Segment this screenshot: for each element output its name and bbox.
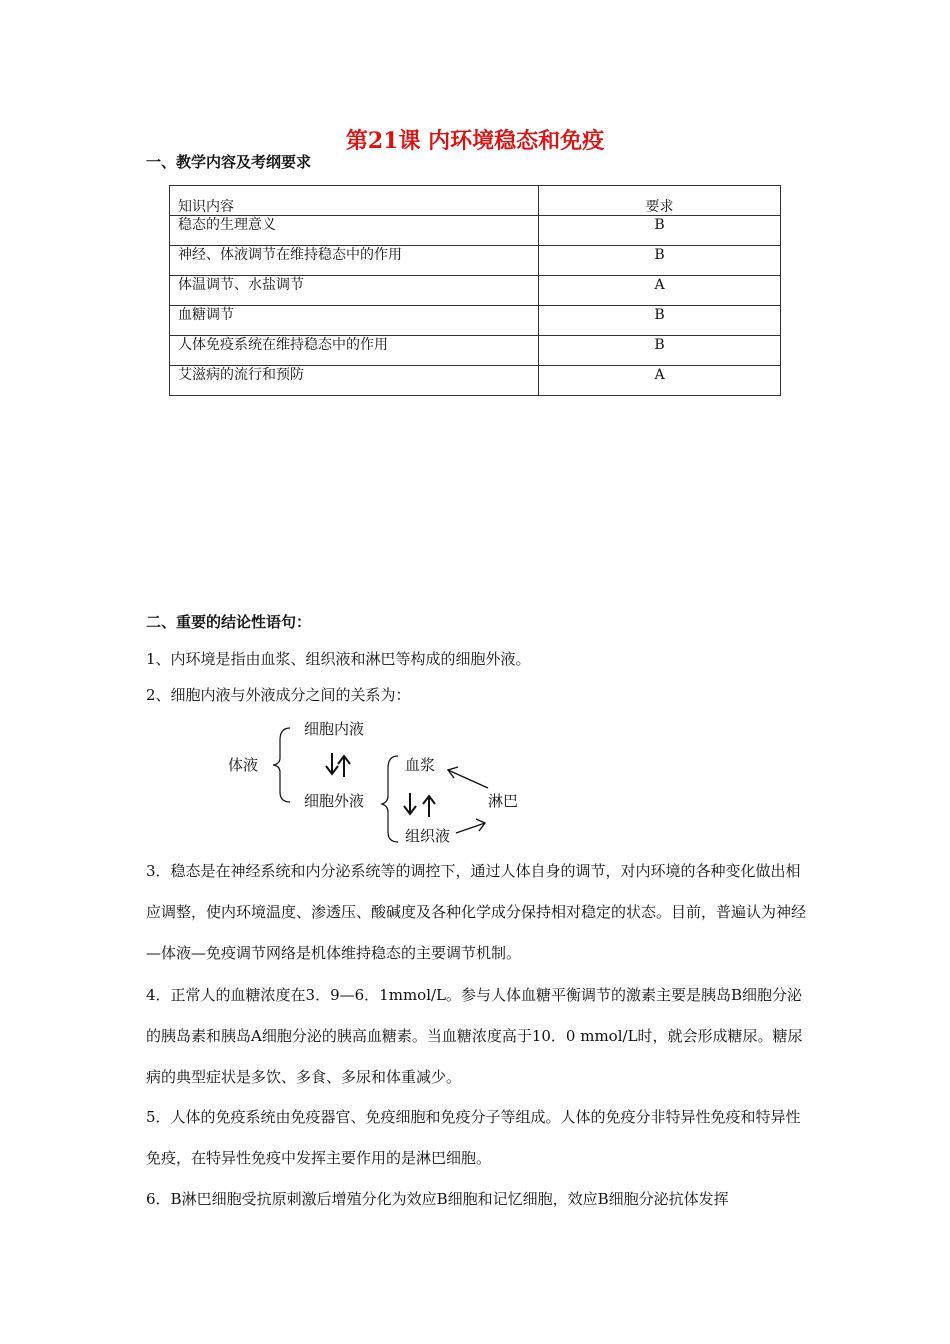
statement-3: 3．稳态是在神经系统和内分泌系统等的调控下，通过人体自身的调节，对内环境的各种变化做出相应调整，使内环境温度、渗透压、酸碱度及各种化学成分保持相对稳定的状态。目前，普遍认为神经—体液—免疫调节网络是机体维持稳态的主要调节机制。 <box>146 862 807 962</box>
arrow-up-icon <box>423 796 435 817</box>
section-heading-syllabus: 一、教学内容及考纲要求 <box>146 153 312 171</box>
table-header-row <box>170 186 781 216</box>
arrow-down-icon <box>404 793 416 814</box>
level-cell: B <box>539 246 781 276</box>
level-cell: B <box>539 306 781 336</box>
brace-body-fluid <box>273 728 290 802</box>
brace-extracellular <box>382 756 398 842</box>
table-row <box>170 216 781 246</box>
syllabus-table <box>169 185 781 396</box>
label-body-fluid: 体液 <box>228 756 259 774</box>
column-header-topic: 知识内容 <box>170 186 539 216</box>
table-row <box>170 306 781 336</box>
table-row <box>170 336 781 366</box>
label-extracellular-fluid: 细胞外液 <box>304 792 365 810</box>
topic-cell: 人体免疫系统在维持稳态中的作用 <box>170 336 539 366</box>
section-heading-conclusions: 二、重要的结论性语句： <box>146 613 312 631</box>
arrow-tissue-to-lymph-icon <box>456 819 485 833</box>
topic-cell: 神经、体液调节在维持稳态中的作用 <box>170 246 539 276</box>
label-intracellular-fluid: 细胞内液 <box>304 720 365 738</box>
topic-cell: 血糖调节 <box>170 306 539 336</box>
statement-5: 5．人体的免疫系统由免疫器官、免疫细胞和免疫分子等组成。人体的免疫分非特异性免疫和特异性免疫，在特异性免疫中发挥主要作用的是淋巴细胞。 <box>146 1108 801 1167</box>
table-row <box>170 276 781 306</box>
table-row <box>170 246 781 276</box>
arrow-lymph-to-plasma-icon <box>448 767 488 788</box>
topic-cell: 稳态的生理意义 <box>170 216 539 246</box>
level-cell: A <box>539 276 781 306</box>
label-lymph: 淋巴 <box>488 792 519 810</box>
statement-2: 2、细胞内液与外液成分之间的关系为： <box>146 686 411 704</box>
arrow-down-icon <box>326 753 338 774</box>
level-cell: B <box>539 336 781 366</box>
diagram-connectors <box>220 706 540 856</box>
arrow-up-icon <box>338 756 350 777</box>
table-row <box>170 366 781 396</box>
level-cell: A <box>539 366 781 396</box>
column-header-level: 要求 <box>539 186 781 216</box>
statement-4: 4．正常人的血糖浓度在3．9—6．1mmol/L。参与人体血糖平衡调节的激素主要是胰岛B细胞分泌的胰岛素和胰岛A细胞分泌的胰高血糖素。当血糖浓度高于10．0 mmol/L时，就会形成糖尿。糖尿病的典型症状是多饮、多食、多尿和体重减少。 <box>146 986 803 1086</box>
label-tissue-fluid: 组织液 <box>405 827 451 845</box>
topic-cell: 体温调节、水盐调节 <box>170 276 539 306</box>
level-cell: B <box>539 216 781 246</box>
statement-1: 1、内环境是指由血浆、组织液和淋巴等构成的细胞外液。 <box>146 650 531 668</box>
label-plasma: 血浆 <box>405 756 436 774</box>
page-title: 第21课 内环境稳态和免疫 <box>345 128 605 154</box>
body-fluid-diagram <box>220 706 540 856</box>
statement-6: 6．B淋巴细胞受抗原刺激后增殖分化为效应B细胞和记忆细胞，效应B细胞分泌抗体发挥 <box>146 1190 729 1208</box>
topic-cell: 艾滋病的流行和预防 <box>170 366 539 396</box>
